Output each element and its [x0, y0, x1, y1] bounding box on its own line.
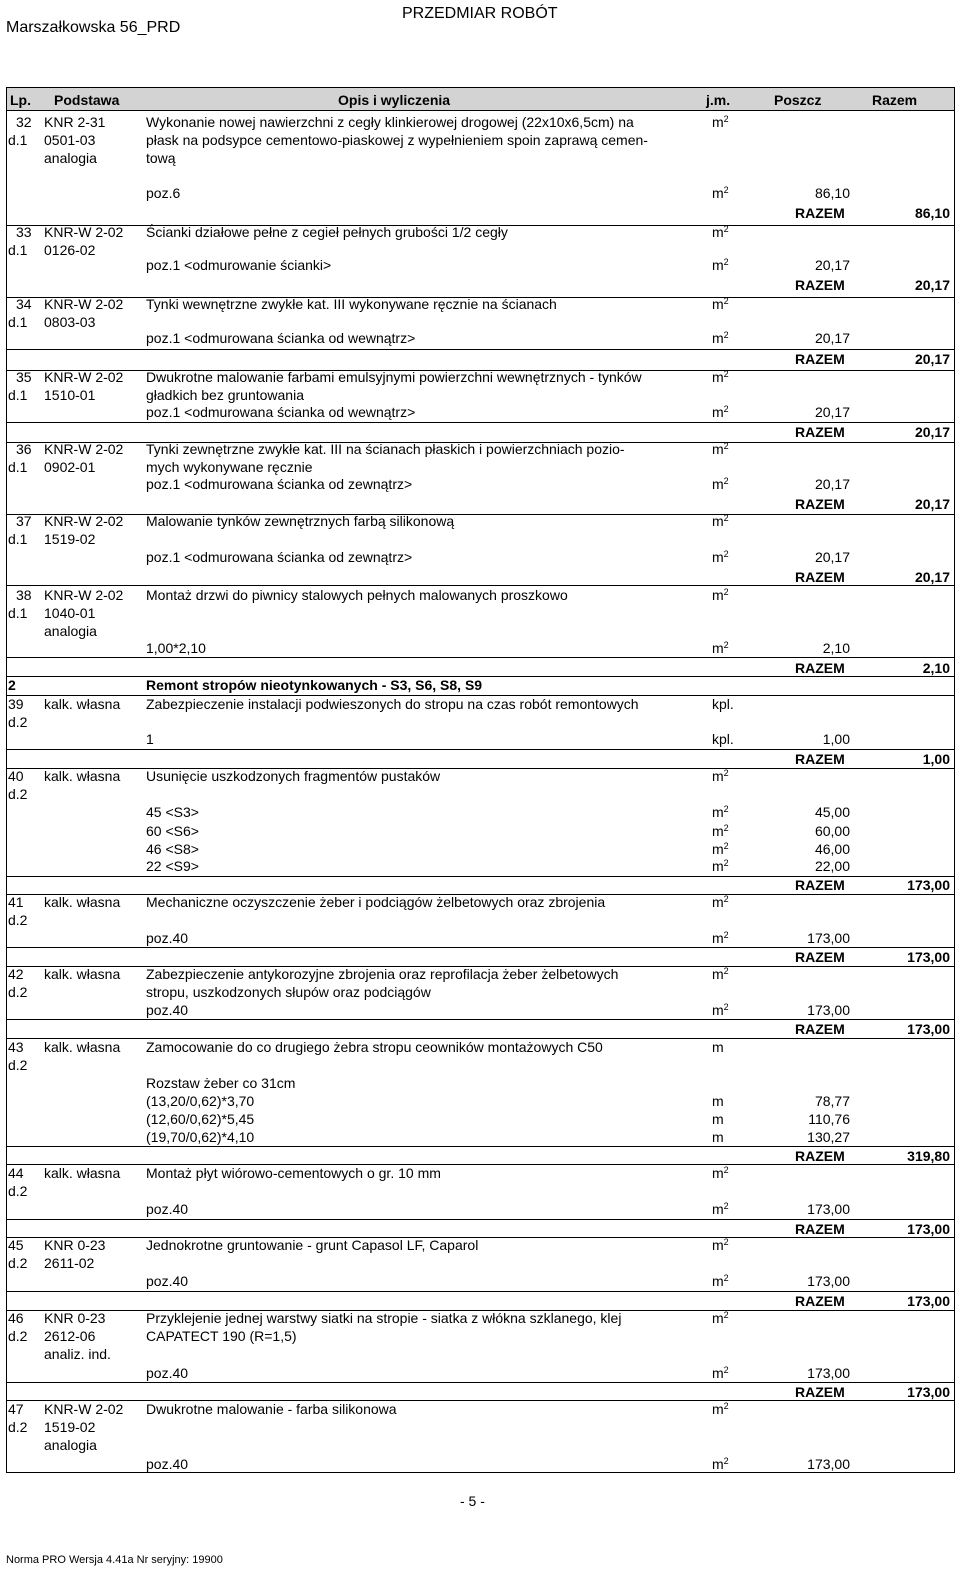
header-opis: Opis i wyliczenia	[338, 92, 451, 108]
calc-text: (19,70/0,62)*4,10	[146, 1129, 255, 1145]
basis-line: 1519-02	[44, 531, 96, 547]
razem-value: 86,10	[914, 205, 950, 221]
calc-value: 2,10	[822, 640, 850, 656]
razem-label: RAZEM	[795, 205, 845, 221]
basis-line: KNR 2-31	[44, 114, 106, 130]
table-right-border	[954, 87, 955, 1473]
razem-value: 173,00	[907, 1293, 950, 1309]
basis-line: KNR-W 2-02	[44, 587, 124, 603]
header-jm: j.m.	[706, 92, 731, 108]
razem-value: 319,80	[907, 1148, 950, 1164]
calc-text: poz.1 <odmurowana ścianka od wewnątrz>	[146, 404, 416, 420]
razem-value: 2,10	[922, 660, 950, 676]
unit-label: $m^2$	[712, 224, 729, 240]
razem-value: 173,00	[907, 1384, 950, 1400]
razem-label: RAZEM	[795, 1293, 845, 1309]
calc-unit: m	[712, 1111, 724, 1127]
razem-label: RAZEM	[795, 1221, 845, 1237]
calc-unit: $m^2$	[712, 549, 729, 565]
calc-unit: $m^2$	[712, 640, 729, 656]
calc-unit: $m^2$	[712, 404, 729, 420]
razem-label: RAZEM	[795, 1021, 845, 1037]
calc-text: 22 <S9>	[146, 858, 199, 874]
calc-value: 173,00	[807, 1002, 850, 1018]
item-number: 33	[16, 224, 32, 240]
basis-line: KNR 0-23	[44, 1310, 106, 1326]
calc-text: poz.1 <odmurowana ścianka od zewnątrz>	[146, 549, 413, 565]
calc-value: 46,00	[814, 841, 850, 857]
basis-line: kalk. własna	[44, 768, 121, 784]
table-top-border	[6, 87, 954, 88]
item-number: 32	[16, 114, 32, 130]
razem-label: RAZEM	[795, 424, 845, 440]
unit-label: $m^2$	[712, 768, 729, 784]
header-podstawa: Podstawa	[54, 92, 120, 108]
calc-unit: $m^2$	[712, 841, 729, 857]
basis-line: 0126-02	[44, 242, 96, 258]
item-division: d.2	[8, 714, 28, 730]
calc-value: 173,00	[807, 1201, 850, 1217]
calc-text: poz.40	[146, 1002, 189, 1018]
calc-value: 22,00	[814, 858, 850, 874]
calc-unit: $m^2$	[712, 930, 729, 946]
section-number: 2	[8, 677, 16, 693]
calc-value: 86,10	[814, 185, 850, 201]
razem-label: RAZEM	[795, 751, 845, 767]
calc-unit: m	[712, 1093, 724, 1109]
description-line: Malowanie tynków zewnętrznych farbą silikonową	[146, 513, 455, 529]
basis-line: kalk. własna	[44, 696, 121, 712]
basis-line: KNR-W 2-02	[44, 513, 124, 529]
description-line: mych wykonywane ręcznie	[146, 459, 313, 475]
unit-label: $m^2$	[712, 1310, 729, 1326]
item-number: 43	[8, 1039, 24, 1055]
description-line: Dwukrotne malowanie farbami emulsyjnymi powierzchni wewnętrznych - tynków	[146, 369, 642, 385]
razem-value: 20,17	[914, 277, 950, 293]
section-title: Remont stropów nieotynkowanych - S3, S6, S8, S9	[146, 677, 483, 693]
basis-line: analiz. ind.	[44, 1346, 111, 1362]
row-separator	[6, 1472, 954, 1473]
razem-label: RAZEM	[795, 351, 845, 367]
basis-line: analogia	[44, 150, 97, 166]
item-division: d.2	[8, 786, 28, 802]
header-lp: Lp.	[10, 92, 31, 108]
calc-unit: $m^2$	[712, 823, 729, 839]
calc-unit: $m^2$	[712, 185, 729, 201]
item-division: d.1	[8, 242, 28, 258]
basis-line: KNR-W 2-02	[44, 296, 124, 312]
description-line: Usunięcie uszkodzonych fragmentów pustaków	[146, 768, 441, 784]
calc-value: 110,76	[808, 1111, 850, 1127]
description-line: CAPATECT 190 (R=1,5)	[146, 1328, 297, 1344]
calc-value: 130,27	[807, 1129, 850, 1145]
row-separator	[6, 947, 954, 948]
basis-line: 2612-06	[44, 1328, 96, 1344]
item-number: 37	[16, 513, 32, 529]
calc-unit: $m^2$	[712, 1273, 729, 1289]
row-separator	[6, 657, 954, 658]
unit-label: m	[712, 1039, 724, 1055]
calc-text: poz.1 <odmurowana ścianka od zewnątrz>	[146, 476, 413, 492]
table-left-border	[6, 87, 7, 1473]
item-division: d.2	[8, 1419, 28, 1435]
razem-label: RAZEM	[795, 496, 845, 512]
calc-value: 173,00	[807, 1456, 850, 1472]
row-separator	[6, 1219, 954, 1220]
unit-label: $m^2$	[712, 587, 729, 603]
header-poszcz: Poszcz	[774, 92, 822, 108]
razem-value: 173,00	[907, 1021, 950, 1037]
document-title: PRZEDMIAR ROBÓT	[402, 5, 558, 22]
basis-line: kalk. własna	[44, 1039, 121, 1055]
item-division: d.2	[8, 1183, 28, 1199]
item-division: d.2	[8, 984, 28, 1000]
basis-line: KNR-W 2-02	[44, 224, 124, 240]
basis-line: KNR-W 2-02	[44, 369, 124, 385]
item-number: 42	[8, 966, 24, 982]
unit-label: $m^2$	[712, 369, 729, 385]
item-division: d.2	[8, 1057, 28, 1073]
basis-line: 2611-02	[44, 1255, 95, 1271]
unit-label: $m^2$	[712, 966, 729, 982]
row-separator	[6, 349, 954, 350]
calc-text: Rozstaw żeber co 31cm	[146, 1075, 296, 1091]
item-number: 38	[16, 587, 32, 603]
razem-label: RAZEM	[795, 660, 845, 676]
calc-text: poz.40	[146, 1365, 189, 1381]
row-separator	[6, 1382, 954, 1383]
calc-unit: $m^2$	[712, 1456, 729, 1472]
row-separator	[6, 1291, 954, 1292]
item-number: 46	[8, 1310, 24, 1326]
description-line: Dwukrotne malowanie - farba silikonowa	[146, 1401, 397, 1417]
calc-value: 20,17	[814, 476, 850, 492]
calc-value: 78,77	[814, 1093, 850, 1109]
description-line: gładkich bez gruntowania	[146, 387, 304, 403]
unit-label: $m^2$	[712, 296, 729, 312]
calc-text: (13,20/0,62)*3,70	[146, 1093, 255, 1109]
header-razem: Razem	[872, 92, 918, 108]
description-line: Montaż drzwi do piwnicy stalowych pełnych malowanych proszkowo	[146, 587, 568, 603]
calc-unit: kpl.	[712, 731, 734, 747]
description-line: Ścianki działowe pełne z cegieł pełnych grubości 1/2 cegły	[146, 224, 508, 240]
basis-line: kalk. własna	[44, 1165, 121, 1181]
calc-unit: $m^2$	[712, 1002, 729, 1018]
razem-value: 1,00	[922, 751, 950, 767]
calc-unit: $m^2$	[712, 1365, 729, 1381]
calc-value: 173,00	[807, 1365, 850, 1381]
calc-text: poz.40	[146, 930, 189, 946]
razem-value: 20,17	[914, 496, 950, 512]
calc-text: poz.40	[146, 1456, 189, 1472]
basis-line: KNR-W 2-02	[44, 441, 124, 457]
description-line: Przyklejenie jednej warstwy siatki na stropie - siatka z włókna szklanego, klej	[146, 1310, 622, 1326]
calc-unit: $m^2$	[712, 330, 729, 346]
row-separator	[6, 1019, 954, 1020]
description-line: Jednokrotne gruntowanie - grunt Capasol LF, Caparol	[146, 1237, 479, 1253]
item-division: d.2	[8, 1255, 28, 1271]
basis-line: 1040-01	[44, 605, 96, 621]
calc-unit: $m^2$	[712, 1201, 729, 1217]
description-line: tową	[146, 150, 176, 166]
item-division: d.2	[8, 912, 28, 928]
item-number: 44	[8, 1165, 24, 1181]
item-number: 41	[8, 894, 24, 910]
unit-label: kpl.	[712, 696, 734, 712]
calc-text: poz.40	[146, 1273, 189, 1289]
calc-unit: $m^2$	[712, 858, 729, 874]
razem-label: RAZEM	[795, 277, 845, 293]
basis-line: KNR-W 2-02	[44, 1401, 124, 1417]
unit-label: $m^2$	[712, 1237, 729, 1253]
row-separator	[6, 585, 954, 586]
unit-label: $m^2$	[712, 114, 729, 130]
description-line: Zabezpieczenie instalacji podwieszonych do stropu na czas robót remontowych	[146, 696, 639, 712]
razem-value: 173,00	[907, 1221, 950, 1237]
description-line: Zabezpieczenie antykorozyjne zbrojenia oraz reprofilacja żeber żelbetowych	[146, 966, 619, 982]
razem-value: 20,17	[914, 424, 950, 440]
item-division: d.2	[8, 1328, 28, 1344]
calc-text: (12,60/0,62)*5,45	[146, 1111, 255, 1127]
calc-value: 173,00	[807, 930, 850, 946]
item-division: d.1	[8, 605, 28, 621]
basis-line: analogia	[44, 623, 97, 639]
basis-line: 0902-01	[44, 459, 96, 475]
header-bottom-border	[6, 110, 954, 111]
unit-label: $m^2$	[712, 894, 729, 910]
calc-unit: $m^2$	[712, 476, 729, 492]
description-line: Montaż płyt wiórowo-cementowych o gr. 10 mm	[146, 1165, 441, 1181]
razem-label: RAZEM	[795, 569, 845, 585]
description-line: stropu, uszkodzonych słupów oraz podciągów	[146, 984, 431, 1000]
item-number: 47	[8, 1401, 24, 1417]
item-division: d.1	[8, 314, 28, 330]
calc-text: poz.1 <odmurowanie ścianki>	[146, 257, 332, 273]
calc-value: 60,00	[814, 823, 850, 839]
calc-text: poz.40	[146, 1201, 189, 1217]
calc-value: 20,17	[814, 257, 850, 273]
razem-value: 173,00	[907, 949, 950, 965]
unit-label: $m^2$	[712, 1401, 729, 1417]
item-number: 40	[8, 768, 24, 784]
item-division: d.1	[8, 459, 28, 475]
basis-line: 0501-03	[44, 132, 96, 148]
unit-label: $m^2$	[712, 441, 729, 457]
row-separator	[6, 422, 954, 423]
project-name: Marszałkowska 56_PRD	[6, 19, 181, 36]
calc-value: 173,00	[807, 1273, 850, 1289]
basis-line: 0803-03	[44, 314, 96, 330]
description-line: Wykonanie nowej nawierzchni z cegły klinkierowej drogowej (22x10x6,5cm) na	[146, 114, 634, 130]
razem-value: 20,17	[914, 569, 950, 585]
description-line: Zamocowanie do co drugiego żebra stropu ceowników montażowych C50	[146, 1039, 603, 1055]
item-division: d.1	[8, 132, 28, 148]
basis-line: KNR 0-23	[44, 1237, 106, 1253]
item-division: d.1	[8, 387, 28, 403]
razem-value: 173,00	[907, 877, 950, 893]
description-line: płask na podsypce cementowo-piaskowej z wypełnieniem spoin zaprawą cemen-	[146, 132, 648, 148]
calc-text: 1,00*2,10	[146, 640, 206, 656]
row-separator	[6, 1146, 954, 1147]
basis-line: 1519-02	[44, 1419, 96, 1435]
calc-value: 20,17	[814, 404, 850, 420]
razem-label: RAZEM	[795, 877, 845, 893]
calc-text: poz.6	[146, 185, 181, 201]
calc-text: 45 <S3>	[146, 804, 199, 820]
calc-value: 20,17	[814, 330, 850, 346]
item-number: 39	[8, 696, 24, 712]
item-division: d.1	[8, 531, 28, 547]
razem-label: RAZEM	[795, 1384, 845, 1400]
calc-unit: m	[712, 1129, 724, 1145]
calc-unit: $m^2$	[712, 257, 729, 273]
calc-unit: $m^2$	[712, 804, 729, 820]
calc-value: 20,17	[814, 549, 850, 565]
unit-label: $m^2$	[712, 1165, 729, 1181]
calc-text: 1	[146, 731, 154, 747]
unit-label: $m^2$	[712, 513, 729, 529]
footer-version: Norma PRO Wersja 4.41a Nr seryjny: 19900	[6, 1554, 223, 1566]
calc-value: 1,00	[822, 731, 850, 747]
calc-text: poz.1 <odmurowana ścianka od wewnątrz>	[146, 330, 416, 346]
calc-value: 45,00	[814, 804, 850, 820]
description-line: Tynki zewnętrzne zwykłe kat. III na ścianach płaskich i powierzchniach pozio-	[146, 441, 625, 457]
calc-text: 60 <S6>	[146, 823, 199, 839]
description-line: Tynki wewnętrzne zwykłe kat. III wykonywane ręcznie na ścianach	[146, 296, 557, 312]
basis-line: kalk. własna	[44, 894, 121, 910]
item-number: 35	[16, 369, 32, 385]
page-number: - 5 -	[460, 1493, 485, 1509]
basis-line: kalk. własna	[44, 966, 121, 982]
description-line: Mechaniczne oczyszczenie żeber i podciągów żelbetowych oraz zbrojenia	[146, 894, 606, 910]
basis-line: 1510-01	[44, 387, 96, 403]
razem-value: 20,17	[914, 351, 950, 367]
item-number: 36	[16, 441, 32, 457]
razem-label: RAZEM	[795, 1148, 845, 1164]
item-number: 34	[16, 296, 32, 312]
row-separator	[6, 876, 954, 877]
row-separator	[6, 749, 954, 750]
basis-line: analogia	[44, 1437, 97, 1453]
item-number: 45	[8, 1237, 24, 1253]
calc-text: 46 <S8>	[146, 841, 199, 857]
razem-label: RAZEM	[795, 949, 845, 965]
